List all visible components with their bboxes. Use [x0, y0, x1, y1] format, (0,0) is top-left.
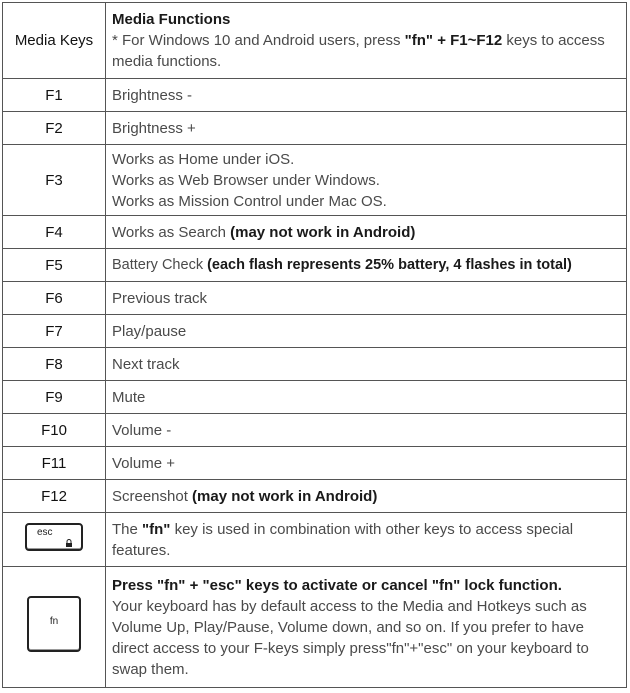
- table-row-f4: [3, 216, 627, 249]
- key-f12: F12: [3, 480, 106, 513]
- table-row-esc: [3, 513, 627, 567]
- key-f10: F10: [3, 414, 106, 447]
- function-f10: Volume -: [106, 414, 627, 447]
- function-f2: Brightness +: [106, 112, 627, 145]
- table-row-f7: [3, 315, 627, 348]
- key-f11: F11: [3, 447, 106, 480]
- function-f5-text: Battery Check: [112, 256, 208, 273]
- table-row-f1: [3, 79, 627, 112]
- header-note-fn: "fn" + F1~F12: [404, 32, 503, 49]
- header-media-keys: Media Keys: [3, 3, 106, 79]
- fn-lock-title: Press "fn" + "esc" keys to activate or cancel "fn" lock function.: [112, 576, 562, 594]
- esc-text-fn: "fn": [142, 520, 171, 538]
- esc-text-suffix: key is used in combination with other keys to access special features.: [112, 520, 574, 559]
- key-f7: F7: [3, 315, 106, 348]
- table-row-f9: [3, 381, 627, 414]
- table-row-f10: [3, 414, 627, 447]
- table-row-f8: [3, 348, 627, 381]
- function-f4-note: (may not work in Android): [230, 223, 416, 241]
- esc-text-prefix: The: [112, 520, 143, 538]
- function-f1: Brightness -: [106, 79, 627, 112]
- function-esc: [106, 513, 627, 567]
- key-f9: F9: [3, 381, 106, 414]
- function-f6: Previous track: [106, 282, 627, 315]
- table-row-fn: [3, 567, 627, 688]
- function-f12-text: Screenshot: [112, 487, 193, 505]
- fn-keycap-icon: [27, 596, 81, 652]
- function-f5-note: (each flash represents 25% battery, 4 flashes in total): [207, 256, 572, 273]
- header-media-functions: [106, 3, 627, 79]
- esc-keycap-icon: [25, 523, 83, 551]
- key-f1: F1: [3, 79, 106, 112]
- esc-keycap-label: esc: [37, 526, 53, 538]
- key-esc-cell: [3, 513, 106, 567]
- table-row-f12: [3, 480, 627, 513]
- function-f11: Volume +: [106, 447, 627, 480]
- header-title: Media Functions: [112, 11, 231, 28]
- table-row-f6: [3, 282, 627, 315]
- function-f12-note: (may not work in Android): [192, 487, 378, 505]
- media-keys-table: [2, 2, 627, 688]
- header-note-suffix: keys to access media functions.: [112, 32, 605, 70]
- function-f3: [106, 145, 627, 216]
- key-f3: F3: [3, 145, 106, 216]
- key-f8: F8: [3, 348, 106, 381]
- function-f5: [106, 249, 627, 282]
- fn-keycap-label: fn: [49, 616, 59, 627]
- lock-icon: [65, 539, 73, 547]
- function-f3-line3: Works as Mission Control under Mac OS.: [112, 192, 387, 210]
- key-fn-cell: [3, 567, 106, 688]
- function-f4-text: Works as Search: [112, 223, 231, 241]
- key-f5: F5: [3, 249, 106, 282]
- key-f6: F6: [3, 282, 106, 315]
- table-row-f11: [3, 447, 627, 480]
- function-f12: [106, 480, 627, 513]
- table-row-f3: [3, 145, 627, 216]
- function-f4: [106, 216, 627, 249]
- function-f7: Play/pause: [106, 315, 627, 348]
- function-f8: Next track: [106, 348, 627, 381]
- fn-lock-body: Your keyboard has by default access to the Media and Hotkeys such as Volume Up, Play/Pause, Volume down, and so on. If you prefer to have direct access to your F-keys simply press"fn"+"esc" on your keyboard to swap them.: [112, 597, 589, 678]
- function-f3-line2: Works as Web Browser under Windows.: [112, 171, 380, 189]
- function-f9: Mute: [106, 381, 627, 414]
- key-f4: F4: [3, 216, 106, 249]
- header-note: [112, 30, 620, 72]
- function-f3-line1: Works as Home under iOS.: [112, 150, 295, 168]
- header-note-prefix: * For Windows 10 and Android users, press: [112, 32, 405, 49]
- header-row: [3, 3, 627, 79]
- table-row-f2: [3, 112, 627, 145]
- table-row-f5: [3, 249, 627, 282]
- function-fn: [106, 567, 627, 688]
- key-f2: F2: [3, 112, 106, 145]
